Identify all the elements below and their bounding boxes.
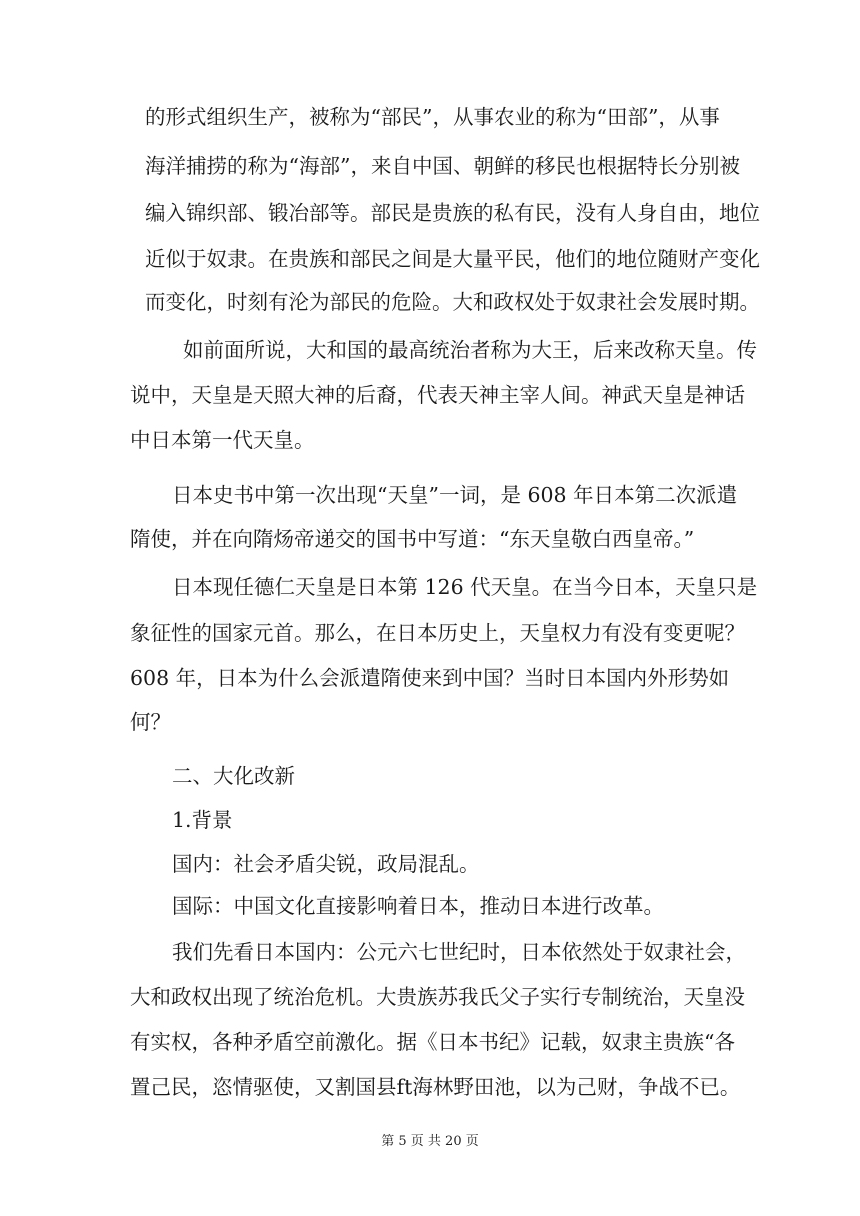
page-footer: 第 5 页 共 20 页 [381, 1134, 479, 1149]
text-line: 说中，天皇是天照大神的后裔，代表天神主宰人间。神武天皇是神话 [130, 383, 745, 407]
text-line: 而变化，时刻有沦为部民的危险。大和政权处于奴隶社会发展时期。 [145, 290, 760, 314]
text-line: 置己民，恣情驱使，又割国县ft海林野田池，以为己财，争战不已。 [130, 1075, 741, 1099]
text-line: 中日本第一代天皇。 [130, 428, 315, 452]
text-line: 大和政权出现了统治危机。大贵族苏我氏父子实行专制统治，天皇没 [130, 985, 745, 1009]
text-line: 608 年，日本为什么会派遣隋使来到中国？当时日本国内外形势如 [130, 666, 730, 690]
text-line: 隋使，并在向隋炀帝递交的国书中写道：“东天皇敬白西皇帝。” [130, 527, 695, 551]
text-line: 象征性的国家元首。那么，在日本历史上，天皇权力有没有变更呢？ [130, 621, 745, 645]
text-line: 日本现任德仁天皇是日本第 126 代天皇。在当今日本，天皇只是 [172, 575, 758, 599]
subsection-heading: 1.背景 [172, 808, 233, 832]
text-line: 的形式组织生产，被称为“部民”，从事农业的称为“田部”，从事 [145, 105, 720, 129]
text-line: 如前面所说，大和国的最高统治者称为大王，后来改称天皇。传 [183, 338, 757, 362]
text-line: 编入锦织部、锻冶部等。部民是贵族的私有民，没有人身自由，地位 [145, 201, 760, 225]
text-line: 我们先看日本国内：公元六七世纪时，日本依然处于奴隶社会， [172, 940, 746, 964]
text-line: 近似于奴隶。在贵族和部民之间是大量平民，他们的地位随财产变化 [145, 247, 760, 271]
text-line: 日本史书中第一次出现“天皇”一词，是 608 年日本第二次派遣 [172, 483, 738, 507]
text-line: 国际：中国文化直接影响着日本，推动日本进行改革。 [172, 894, 664, 918]
text-line: 何？ [130, 710, 171, 734]
section-heading: 二、大化改新 [172, 764, 295, 788]
text-line: 海洋捕捞的称为“海部”，来自中国、朝鲜的移民也根据特长分别被 [145, 154, 740, 178]
text-line: 国内：社会矛盾尖锐，政局混乱。 [172, 852, 480, 876]
text-line: 有实权，各种矛盾空前激化。据《日本书纪》记载，奴隶主贵族“各 [130, 1030, 735, 1054]
